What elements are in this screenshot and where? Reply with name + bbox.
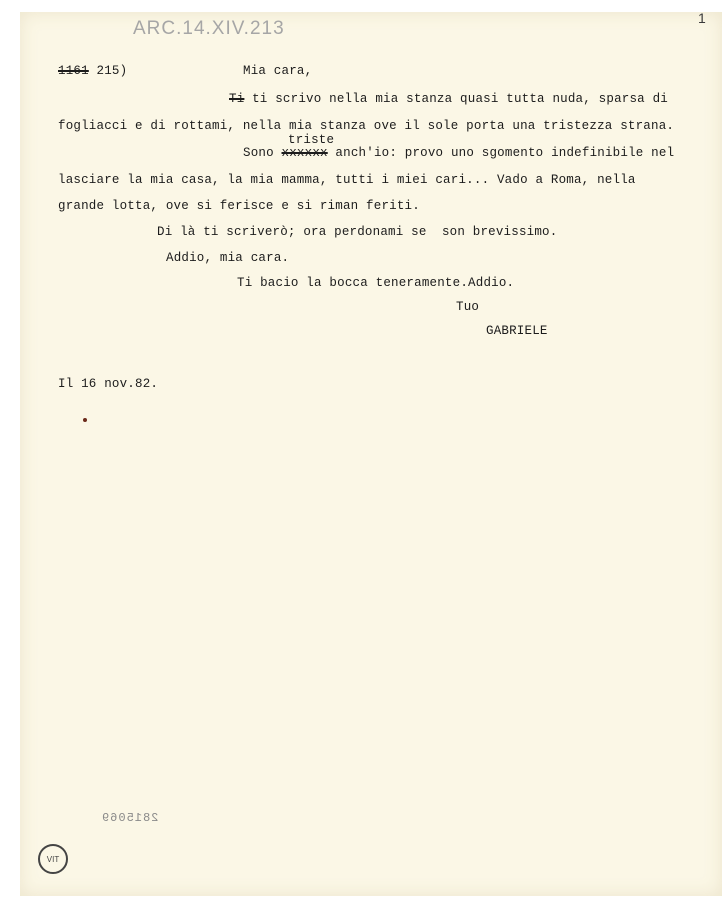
salutation: Mia cara, — [243, 64, 313, 78]
struck-word-2: xxxxxx — [281, 146, 328, 160]
paragraph-2-line-1 — [243, 146, 674, 160]
paragraph-2-line-2: lasciare la mia casa, la mia mamma, tutti i miei cari... Vado a Roma, nella — [58, 173, 636, 187]
insertion-above-line: triste — [288, 133, 335, 147]
document-page — [20, 12, 722, 896]
struck-reference: 1161 — [58, 64, 89, 78]
paragraph-1-line-2: fogliacci e di rottami, nella mia stanza ove il sole porta una tristezza strana. — [58, 119, 675, 133]
signature: GABRIELE — [486, 324, 548, 338]
bleed-through-number: 2815069 — [101, 811, 159, 825]
paragraph-3: Di là ti scriverò; ora perdonami se son brevissimo. — [157, 225, 558, 239]
page-number: 1 — [698, 10, 706, 26]
reference-value: 215) — [96, 64, 128, 78]
paragraph-2-line-3: grande lotta, ove si ferisce e si riman feriti. — [58, 199, 420, 213]
paragraph-2-rest: anch'io: provo uno sgomento indefinibile nel — [327, 146, 675, 160]
struck-word: Ti — [229, 92, 245, 106]
ink-spot — [83, 418, 87, 422]
paragraph-1-line-1 — [229, 92, 668, 106]
reference-number — [58, 64, 127, 78]
paragraph-4: Addio, mia cara. — [166, 251, 290, 265]
archive-stamp: VIT — [38, 844, 68, 874]
paragraph-2-start: Sono — [243, 146, 282, 160]
paragraph-1-text: ti scrivo nella mia stanza quasi tutta nuda, sparsa di — [244, 92, 668, 106]
closing: Tuo — [456, 300, 480, 314]
archive-mark: ARC.14.XIV.213 — [133, 18, 285, 39]
date: Il 16 nov.82. — [58, 377, 159, 391]
paragraph-5: Ti bacio la bocca teneramente.Addio. — [237, 276, 515, 290]
